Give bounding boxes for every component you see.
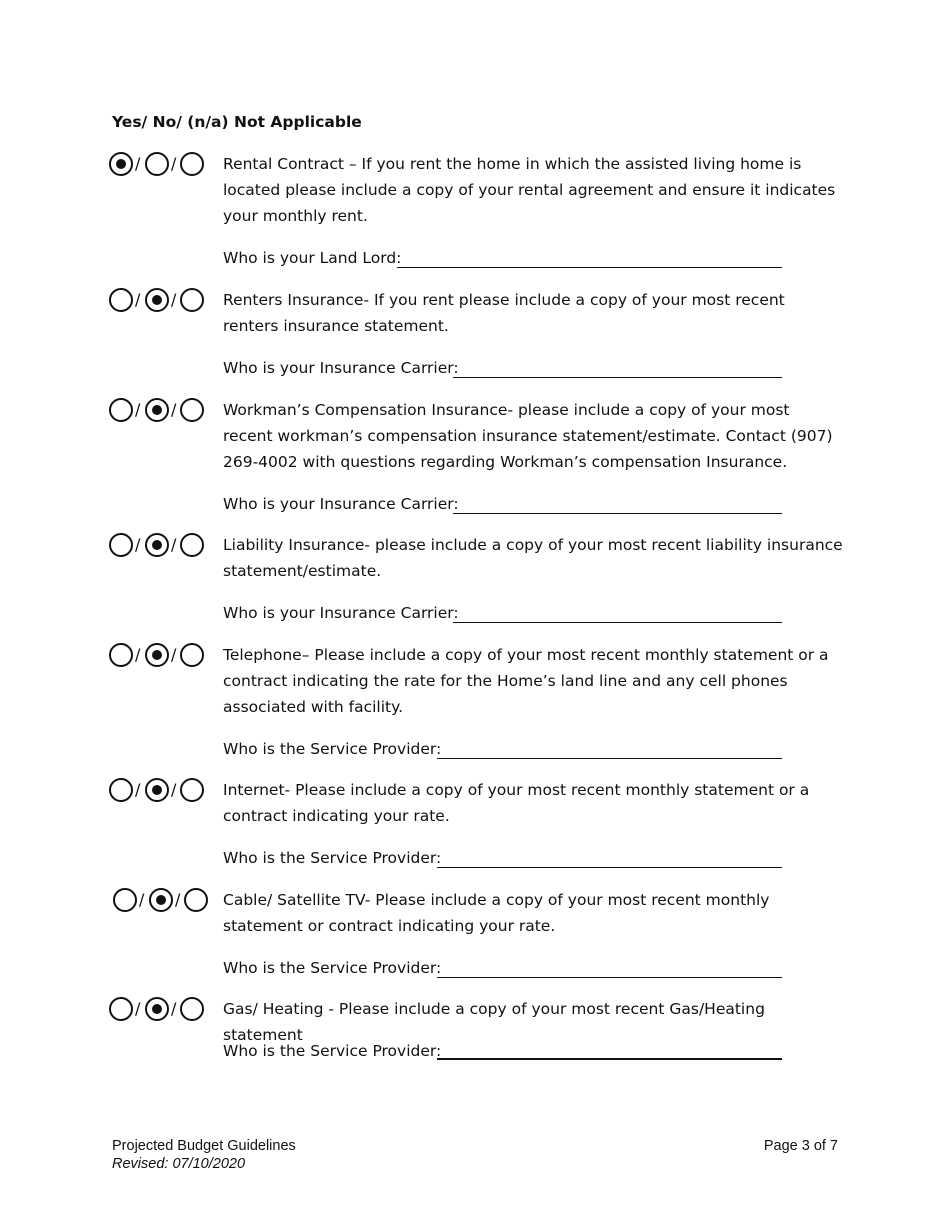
footer-page-number: Page 3 of 7 [763, 1138, 838, 1154]
footer-title: Projected Budget Guidelines [112, 1138, 296, 1154]
question-label: Who is the Service Provider: [223, 1042, 442, 1060]
header-yes-no-na: Yes/ No/ (n/a) Not Applicable [112, 113, 362, 131]
radio-yes[interactable] [109, 288, 133, 312]
radio-group [108, 287, 210, 315]
radio-no[interactable] [145, 398, 169, 422]
radio-yes[interactable] [109, 997, 133, 1021]
slash-separator: / [135, 645, 141, 664]
radio-dot [152, 405, 162, 415]
question-label: Who is your Land Lord: [223, 249, 402, 267]
radio-no[interactable] [145, 643, 169, 667]
question-label: Who is the Service Provider: [223, 849, 442, 867]
radio-yes[interactable] [109, 778, 133, 802]
radio-dot [152, 295, 162, 305]
slash-separator: / [139, 890, 145, 909]
question-label: Who is the Service Provider: [223, 959, 442, 977]
slash-separator: / [171, 400, 177, 419]
slash-separator: / [135, 400, 141, 419]
slash-separator: / [135, 999, 141, 1018]
item-description: Internet- Please include a copy of your most recent monthly statement or a contract indicating your rate. [223, 781, 810, 825]
answer-field[interactable] [453, 513, 782, 514]
question-label: Who is your Insurance Carrier: [223, 604, 459, 622]
slash-separator: / [135, 290, 141, 309]
item-description: Cable/ Satellite TV- Please include a copy of your most recent monthly statement or contract indicating your rate. [223, 891, 770, 935]
radio-group [108, 777, 210, 805]
question-label: Who is the Service Provider: [223, 740, 442, 758]
radio-dot [152, 785, 162, 795]
slash-separator: / [135, 154, 141, 173]
slash-separator: / [171, 999, 177, 1018]
radio-no[interactable] [145, 533, 169, 557]
slash-separator: / [171, 535, 177, 554]
radio-group [108, 397, 210, 425]
radio-no[interactable] [149, 888, 173, 912]
radio-yes[interactable] [109, 398, 133, 422]
radio-na[interactable] [180, 778, 204, 802]
radio-dot [152, 540, 162, 550]
slash-separator: / [171, 780, 177, 799]
item-description: Rental Contract – If you rent the home in which the assisted living home is located please include a copy of your rental agreement and ensure it indicates your monthly rent. [223, 155, 836, 225]
radio-dot [152, 1004, 162, 1014]
answer-field[interactable] [453, 622, 782, 623]
answer-field[interactable] [437, 867, 782, 868]
radio-no[interactable] [145, 152, 169, 176]
radio-group [108, 151, 210, 179]
radio-yes[interactable] [109, 643, 133, 667]
slash-separator: / [135, 780, 141, 799]
slash-separator: / [171, 645, 177, 664]
slash-separator: / [175, 890, 181, 909]
slash-separator: / [135, 535, 141, 554]
radio-no[interactable] [145, 997, 169, 1021]
radio-dot [156, 895, 166, 905]
item-description: Telephone– Please include a copy of your most recent monthly statement or a contract indicating the rate for the Home’s land line and any cell phones associated with facility. [223, 646, 829, 716]
radio-dot [152, 650, 162, 660]
radio-dot [116, 159, 126, 169]
question-label: Who is your Insurance Carrier: [223, 495, 459, 513]
item-description: Renters Insurance- If you rent please include a copy of your most recent renters insurance statement. [223, 291, 785, 335]
answer-field[interactable] [437, 1058, 782, 1060]
footer-left [112, 1137, 296, 1173]
slash-separator: / [171, 290, 177, 309]
answer-field[interactable] [437, 977, 782, 978]
item-description: Gas/ Heating - Please include a copy of your most recent Gas/Heating statement [223, 1000, 765, 1044]
radio-group [112, 887, 214, 915]
answer-field[interactable] [453, 377, 782, 378]
question-label: Who is your Insurance Carrier: [223, 359, 459, 377]
item-description: Workman’s Compensation Insurance- please include a copy of your most recent workman’s compensation insurance statement/estimate. Contact (907) 269-4002 with questions regarding Workman’s compensation Insurance. [223, 401, 833, 471]
radio-na[interactable] [180, 288, 204, 312]
radio-group [108, 996, 210, 1024]
radio-yes[interactable] [109, 152, 133, 176]
item-description: Liability Insurance- please include a copy of your most recent liability insurance statement/estimate. [223, 536, 843, 580]
radio-no[interactable] [145, 778, 169, 802]
radio-na[interactable] [180, 533, 204, 557]
radio-group [108, 532, 210, 560]
answer-field[interactable] [437, 758, 782, 759]
radio-yes[interactable] [109, 533, 133, 557]
footer-revised-date: Revised: 07/10/2020 [112, 1156, 246, 1172]
radio-na[interactable] [180, 643, 204, 667]
radio-yes[interactable] [113, 888, 137, 912]
answer-field[interactable] [397, 267, 782, 268]
radio-group [108, 642, 210, 670]
radio-na[interactable] [180, 997, 204, 1021]
radio-na[interactable] [180, 398, 204, 422]
slash-separator: / [171, 154, 177, 173]
radio-na[interactable] [184, 888, 208, 912]
radio-na[interactable] [180, 152, 204, 176]
radio-no[interactable] [145, 288, 169, 312]
